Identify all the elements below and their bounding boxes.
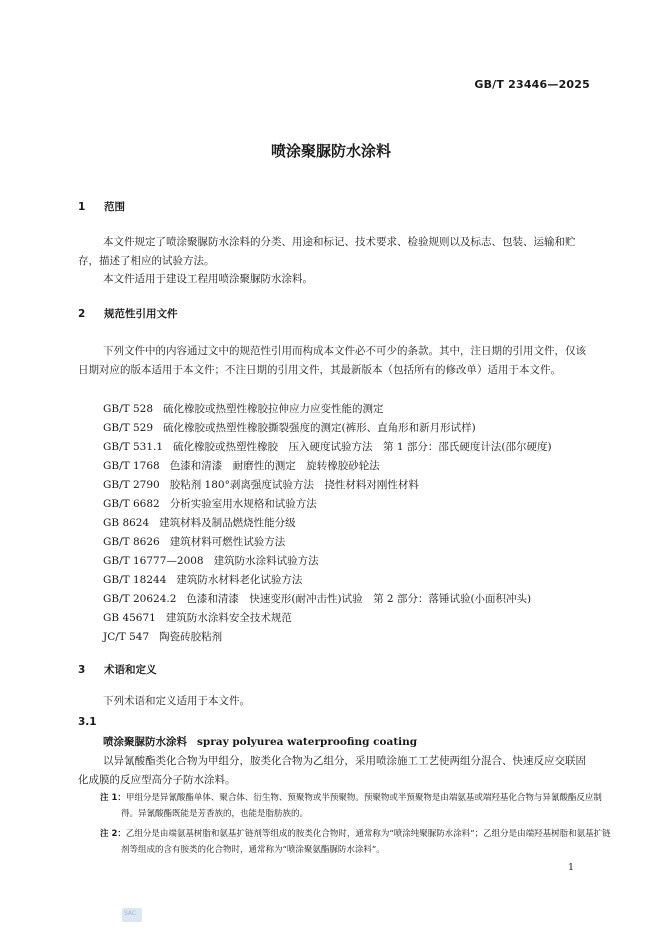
reference-item [103, 553, 319, 568]
note-text: 甲组分是异氰酸酯单体、聚合体、衍生物、预聚物或半预聚物。预聚物或半预聚物是由端氨基或端羟基化合物与异氰酸酯反应制得。异氰酸酯既能是芳香族的，也能是脂肪族的。 [121, 793, 602, 819]
scope-paragraph-1: 本文件规定了喷涂聚脲防水涂料的分类、用途和标记、技术要求、检验规则以及标志、包装、运输和贮存，描述了相应的试验方法。 [78, 236, 576, 267]
reference-item [103, 610, 292, 625]
reference-code: GB/T 528 [103, 403, 154, 415]
reference-code: GB/T 529 [103, 422, 154, 434]
note-2 [100, 826, 612, 858]
reference-title: 分析实验室用水规格和试验方法 [169, 498, 317, 510]
reference-item [103, 591, 531, 606]
section-3-heading [78, 662, 157, 677]
section-title: 术语和定义 [104, 664, 157, 676]
reference-code: GB/T 1768 [103, 460, 160, 472]
term-english: spray polyurea waterproofing coating [197, 736, 418, 748]
reference-title: 建筑防水涂料安全技术规范 [165, 612, 292, 624]
reference-code: GB/T 16777—2008 [103, 555, 204, 567]
watermark-logo [122, 908, 142, 922]
reference-title: 胶粘剂 180°剥离强度试验方法 挠性材料对刚性材料 [169, 479, 419, 491]
reference-code: GB/T 18244 [103, 574, 167, 586]
watermark-mark: SAC [124, 910, 137, 917]
reference-item [103, 629, 222, 644]
note-label: 注 2： [100, 829, 126, 839]
reference-code: GB/T 2790 [103, 479, 160, 491]
terms-intro: 下列术语和定义适用于本文件。 [103, 695, 250, 707]
reference-item [103, 401, 384, 416]
reference-title: 色漆和清漆 快速变形(耐冲击性)试验 第 2 部分：落锤试验(小面积冲头) [186, 593, 532, 605]
reference-title: 建筑材料及制品燃烧性能分级 [159, 517, 296, 529]
scope-paragraph-2: 本文件适用于建设工程用喷涂聚脲防水涂料。 [103, 273, 313, 285]
term-heading [103, 734, 417, 749]
term-chinese: 喷涂聚脲防水涂料 [103, 736, 187, 748]
reference-item [103, 515, 296, 530]
reference-item [103, 496, 317, 511]
reference-code: GB 45671 [103, 612, 156, 624]
reference-title: 硫化橡胶或热塑性橡胶 压入硬度试验方法 第 1 部分：邵氏硬度计法(邵尔硬度) [173, 441, 552, 453]
note-label: 注 1： [100, 793, 126, 803]
reference-code: JC/T 547 [103, 631, 150, 643]
reference-code: GB/T 20624.2 [103, 593, 177, 605]
reference-item [103, 439, 552, 454]
reference-code: GB/T 531.1 [103, 441, 164, 453]
reference-item [103, 477, 419, 492]
reference-title: 陶瓷砖胶粘剂 [159, 631, 223, 643]
term-definition: 以异氰酸酯类化合物为甲组分，胺类化合物为乙组分，采用喷涂施工工艺使两组分混合、快速反应交联固化成膜的反应型高分子防水涂料。 [78, 755, 586, 786]
section-number: 3 [78, 664, 86, 676]
reference-title: 建筑材料可燃性试验方法 [169, 536, 286, 548]
reference-code: GB/T 6682 [103, 498, 160, 510]
reference-title: 色漆和清漆 耐磨性的测定 旋转橡胶砂轮法 [169, 460, 380, 472]
section-1-heading [78, 199, 125, 214]
reference-title: 硫化橡胶或热塑性橡胶撕裂强度的测定(裤形、直角形和新月形试样) [163, 422, 476, 434]
reference-item [103, 458, 380, 473]
reference-item [103, 534, 285, 549]
section-title: 规范性引用文件 [104, 308, 178, 320]
page-number: 1 [567, 862, 574, 873]
page-title: 喷涂聚脲防水涂料 [270, 142, 391, 160]
note-text: 乙组分是由端氨基树脂和氨基扩链剂等组成的胺类化合物时，通常称为“喷涂纯聚脲防水涂料”；乙组分是由端羟基树脂和氨基扩链剂等组成的含有胺类的化合物时，通常称为“喷涂聚氨酯脲防水涂料”。 [121, 829, 611, 855]
section-number: 2 [78, 308, 86, 320]
standard-number: GB/T 23446—2025 [474, 78, 590, 91]
note-1 [100, 790, 612, 822]
term-number: 3.1 [78, 716, 97, 728]
reference-title: 建筑防水涂料试验方法 [213, 555, 319, 567]
section-number: 1 [78, 201, 86, 213]
reference-title: 硫化橡胶或热塑性橡胶拉伸应力应变性能的测定 [163, 403, 384, 415]
normative-references-intro: 下列文件中的内容通过文中的规范性引用而构成本文件必不可少的条款。其中，注日期的引用文件，仅该日期对应的版本适用于本文件；不注日期的引用文件，其最新版本（包括所有的修改单）适用于本文件。 [78, 345, 586, 376]
reference-item [103, 420, 476, 435]
reference-title: 建筑防水材料老化试验方法 [176, 574, 303, 586]
section-2-heading [78, 306, 178, 321]
reference-code: GB/T 8626 [103, 536, 160, 548]
reference-code: GB 8624 [103, 517, 150, 529]
reference-item [103, 572, 302, 587]
section-title: 范围 [104, 201, 125, 213]
